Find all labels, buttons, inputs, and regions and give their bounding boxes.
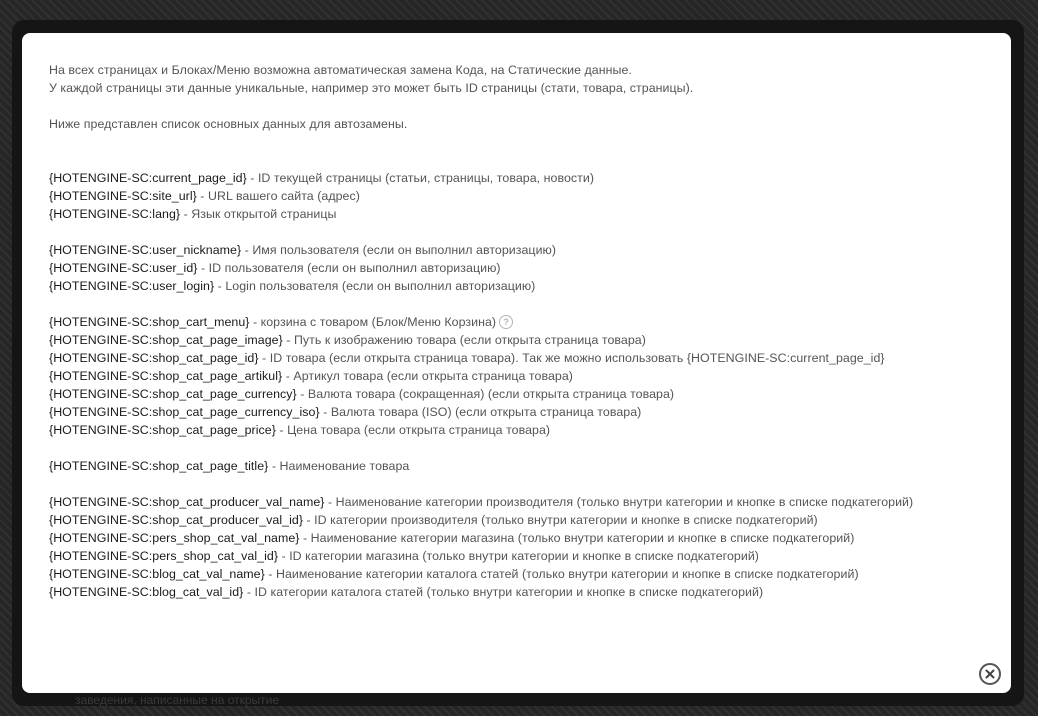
- code-item: [49, 277, 985, 295]
- code-item: [49, 565, 985, 583]
- intro-line-1: На всех страницах и Блоках/Меню возможна автоматическая замена Кода, на Статические данные.: [49, 63, 632, 77]
- code-key: {HOTENGINE-SC:lang}: [49, 207, 181, 221]
- code-item: [49, 385, 985, 403]
- code-item: [49, 205, 985, 223]
- code-item: [49, 421, 985, 439]
- code-key: {HOTENGINE-SC:shop_cat_page_title}: [49, 459, 269, 473]
- code-key: {HOTENGINE-SC:current_page_id}: [49, 171, 247, 185]
- code-key: {HOTENGINE-SC:pers_shop_cat_val_id}: [49, 549, 279, 563]
- code-desc: - Наименование товара: [268, 459, 410, 473]
- code-key: {HOTENGINE-SC:site_url}: [49, 189, 197, 203]
- code-item: [49, 457, 985, 475]
- background-partial-text: заведения, написанные на открытие: [75, 693, 280, 707]
- code-key: {HOTENGINE-SC:shop_cat_page_artikul}: [49, 369, 283, 383]
- code-group-product-title: [49, 457, 985, 475]
- code-key: {HOTENGINE-SC:pers_shop_cat_val_name}: [49, 531, 300, 545]
- code-key: {HOTENGINE-SC:user_nickname}: [49, 243, 242, 257]
- code-group-categories: [49, 493, 985, 601]
- code-desc: - Артикул товара (если открыта страница товара): [282, 369, 573, 383]
- code-desc: - Путь к изображению товара (если открыта страница товара): [282, 333, 646, 347]
- code-desc: - ID товара (если открыта страница товара). Так же можно использовать {HOTENGINE-SC:current_page_id}: [258, 351, 885, 365]
- code-item: [49, 529, 985, 547]
- code-desc: - Валюта товара (сокращенная) (если открыта страница товара): [296, 387, 675, 401]
- code-item: [49, 313, 985, 331]
- code-group-shop: [49, 313, 985, 439]
- code-item: [49, 169, 985, 187]
- code-item: [49, 547, 985, 565]
- code-key: {HOTENGINE-SC:shop_cat_page_id}: [49, 351, 259, 365]
- code-desc: - ID категории каталога статей (только внутри категории и кнопке в списке подкатегорий): [243, 585, 764, 599]
- code-key: {HOTENGINE-SC:shop_cat_producer_val_id}: [49, 513, 304, 527]
- code-desc: - URL вашего сайта (адрес): [196, 189, 360, 203]
- code-item: [49, 241, 985, 259]
- intro-line-3: Ниже представлен список основных данных для автозамены.: [49, 117, 408, 131]
- code-key: {HOTENGINE-SC:shop_cat_page_currency_iso}: [49, 405, 320, 419]
- code-key: {HOTENGINE-SC:shop_cat_page_image}: [49, 333, 283, 347]
- code-key: {HOTENGINE-SC:shop_cat_page_price}: [49, 423, 276, 437]
- code-desc: - ID пользователя (если он выполнил авторизацию): [197, 261, 501, 275]
- code-desc: - ID текущей страницы (статьи, страницы, товара, новости): [246, 171, 595, 185]
- code-key: {HOTENGINE-SC:blog_cat_val_id}: [49, 585, 244, 599]
- code-item: [49, 493, 985, 511]
- intro-line-2: У каждой страницы эти данные уникальные, например это может быть ID страницы (стати, товара, страницы).: [49, 81, 694, 95]
- code-desc: - Имя пользователя (если он выполнил авторизацию): [241, 243, 557, 257]
- code-item: [49, 583, 985, 601]
- code-key: {HOTENGINE-SC:user_id}: [49, 261, 198, 275]
- code-group-user: [49, 241, 985, 295]
- code-key: {HOTENGINE-SC:user_login}: [49, 279, 215, 293]
- close-icon: [985, 669, 995, 679]
- code-item: [49, 367, 985, 385]
- code-item: [49, 259, 985, 277]
- code-item: [49, 331, 985, 349]
- code-item: [49, 403, 985, 421]
- code-desc: - Цена товара (если открыта страница товара): [275, 423, 551, 437]
- code-desc: - Наименование категории магазина (только внутри категории и кнопке в списке подкатегорий): [299, 531, 855, 545]
- code-desc: - Login пользователя (если он выполнил авторизацию): [214, 279, 536, 293]
- code-desc: - ID категории производителя (только внутри категории и кнопке в списке подкатегорий): [303, 513, 818, 527]
- code-desc: - Наименование категории каталога статей (только внутри категории и кнопке в списке подкатегорий): [264, 567, 859, 581]
- code-desc: - Валюта товара (ISO) (если открыта страница товара): [319, 405, 642, 419]
- code-key: {HOTENGINE-SC:shop_cat_producer_val_name}: [49, 495, 325, 509]
- code-desc: - ID категории магазина (только внутри категории и кнопке в списке подкатегорий): [278, 549, 759, 563]
- code-item: [49, 349, 985, 367]
- code-key: {HOTENGINE-SC:shop_cat_page_currency}: [49, 387, 297, 401]
- modal-content: [49, 61, 985, 601]
- question-circle-icon[interactable]: ?: [499, 315, 513, 329]
- info-modal: [22, 33, 1011, 693]
- code-item: [49, 511, 985, 529]
- code-key: {HOTENGINE-SC:shop_cart_menu}: [49, 315, 250, 329]
- code-item: [49, 187, 985, 205]
- code-key: {HOTENGINE-SC:blog_cat_val_name}: [49, 567, 265, 581]
- code-group-page: [49, 169, 985, 223]
- code-desc: - корзина с товаром (Блок/Меню Корзина): [249, 315, 497, 329]
- code-desc: - Язык открытой страницы: [180, 207, 337, 221]
- close-button[interactable]: [979, 663, 1001, 685]
- code-desc: - Наименование категории производителя (только внутри категории и кнопке в списке подкатегорий): [324, 495, 914, 509]
